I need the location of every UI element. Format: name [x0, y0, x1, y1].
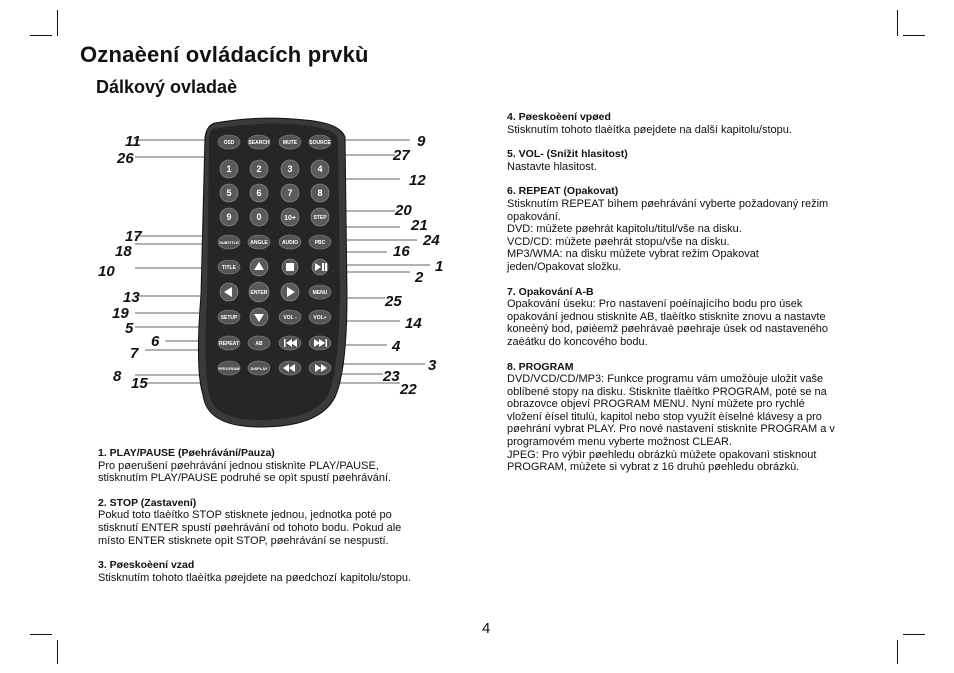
- step-label: STEP: [313, 215, 327, 221]
- callout-17: 17: [125, 228, 142, 245]
- section-line: DVD: mùžete pøehrát kapitolu/titul/vše na disku.: [507, 223, 742, 236]
- callout-22: 22: [400, 381, 417, 398]
- callout-13: 13: [123, 289, 140, 306]
- number-6-label: 6: [256, 188, 262, 198]
- ab-label: AB: [255, 341, 263, 347]
- section-line: stisknutím PLAY/PAUSE podruhé se opìt spustí pøehrávání.: [98, 472, 392, 485]
- number-0-label: 0: [256, 212, 262, 222]
- callout-20: 20: [395, 202, 412, 219]
- section-title: 2. STOP (Zastavení): [98, 496, 197, 509]
- display-label: DISPLAY: [250, 366, 268, 371]
- crop-mark: [897, 640, 898, 664]
- right-text-column: [507, 111, 835, 486]
- section-skip-back: [98, 559, 411, 584]
- section-line: Pro pøerušení pøehrávání jednou stisknìte PLAY/PAUSE,: [98, 459, 379, 472]
- section-line: opakování jednou stisknìte AB, tlaèítko stisknìte znovu a nastavte: [507, 310, 826, 323]
- section-line: koneèný bod, pøièemž pøehrávaè pøehraje úsek od nastaveného: [507, 323, 829, 336]
- menu-label: MENU: [312, 290, 328, 296]
- callout-12: 12: [409, 172, 426, 189]
- section-line: stisknutí ENTER spustí pøehrávání od tohoto bodu. Pokud ale: [98, 521, 402, 534]
- callout-4: 4: [392, 338, 401, 355]
- section-title: 5. VOL- (Snížit hlasitost): [507, 148, 628, 161]
- left-text-column: [98, 447, 411, 596]
- crop-mark: [57, 10, 58, 36]
- section-line: DVD/VCD/CD/MP3: Funkce programu vám umožòuje uložit vaše: [507, 373, 824, 386]
- program-label: PROGRAM: [218, 366, 240, 371]
- vol-plus-label: VOL+: [313, 315, 327, 321]
- source-label: SOURCE: [309, 140, 331, 146]
- enter-label: ENTER: [250, 290, 268, 296]
- crop-mark: [57, 640, 58, 664]
- section-program: [507, 361, 835, 474]
- number-4-label: 4: [317, 164, 323, 174]
- number-10plus-label: 10+: [284, 215, 296, 222]
- crop-mark: [30, 634, 52, 635]
- callout-6: 6: [151, 333, 160, 350]
- number-3-label: 3: [287, 164, 293, 174]
- section-line: Opakování úseku: Pro nastavení poèínajícího bodu pro úsek: [507, 298, 803, 311]
- section-line: pøehrání vybrat PLAY. Pro nové nastavení stisknìte PROGRAM a v: [507, 423, 835, 436]
- pbc-label: PBC: [314, 240, 326, 246]
- section-title: 3. Pøeskoèení vzad: [98, 559, 195, 572]
- callout-10: 10: [98, 263, 115, 280]
- number-2-label: 2: [256, 164, 262, 174]
- section-line: opakování.: [507, 210, 561, 223]
- callout-7: 7: [130, 345, 139, 362]
- section-title: 6. REPEAT (Opakovat): [507, 185, 619, 198]
- section-line: Stisknutím tohoto tlaèítka pøejdete na pøedchozí kapitolu/stopu.: [98, 571, 412, 584]
- section-repeat: [507, 185, 835, 273]
- number-5-label: 5: [226, 188, 232, 198]
- section-ab-repeat: [507, 286, 835, 349]
- section-line: programovém menu vyberte možnost CLEAR.: [507, 436, 732, 449]
- section-play-pause: [98, 447, 411, 485]
- callout-2: 2: [415, 269, 424, 286]
- callout-21: 21: [411, 217, 428, 234]
- callout-18: 18: [115, 243, 132, 260]
- section-line: jeden/Opakovat složku.: [507, 260, 622, 273]
- section-title: 1. PLAY/PAUSE (Pøehrávání/Pauza): [98, 447, 275, 459]
- callout-3: 3: [428, 357, 437, 374]
- section-title: 7. Opakování A-B: [507, 285, 594, 298]
- section-line: JPEG: Pro výbìr pøehledu obrázkù mùžete opakovanì stisknout: [507, 448, 817, 461]
- number-1-label: 1: [226, 164, 232, 174]
- number-8-label: 8: [317, 188, 323, 198]
- subtitle-label: SUBTITLE: [219, 240, 239, 245]
- search-label: SEARCH: [248, 140, 270, 146]
- callout-5: 5: [125, 320, 134, 337]
- section-line: Pokud toto tlaèítko STOP stisknete jednou, jednotka poté po: [98, 509, 392, 522]
- mute-label: MUTE: [282, 140, 298, 146]
- section-line: zaèátku do koncového bodu.: [507, 335, 648, 348]
- number-7-label: 7: [287, 188, 293, 198]
- callout-14: 14: [405, 315, 422, 332]
- stop-icon: [286, 263, 294, 271]
- crop-mark: [30, 35, 52, 36]
- callout-25: 25: [385, 293, 402, 310]
- remote-control-illustration: [95, 115, 455, 445]
- callout-1: 1: [435, 258, 444, 275]
- callout-23: 23: [383, 368, 400, 385]
- callout-9: 9: [417, 133, 426, 150]
- section-vol-minus: [507, 148, 835, 173]
- section-title: 8. PROGRAM: [507, 360, 574, 373]
- section-skip-forward: [507, 111, 835, 136]
- crop-mark: [903, 35, 925, 36]
- repeat-label: REPEAT: [219, 341, 239, 347]
- section-line: Nastavte hlasitost.: [507, 160, 597, 173]
- section-line: Stisknutím REPEAT bìhem pøehrávání vyberte požadovaný režim: [507, 197, 829, 210]
- callout-24: 24: [423, 232, 440, 249]
- section-stop: [98, 497, 411, 547]
- callout-26: 26: [117, 150, 134, 167]
- callout-27: 27: [393, 147, 410, 164]
- setup-label: SETUP: [220, 315, 238, 321]
- callout-15: 15: [131, 375, 148, 392]
- osd-label: OSD: [223, 140, 235, 146]
- audio-label: AUDIO: [281, 240, 299, 246]
- callout-16: 16: [393, 243, 410, 260]
- callout-8: 8: [113, 368, 122, 385]
- section-line: Stisknutím tohoto tlaèítka pøejdete na další kapitolu/stopu.: [507, 123, 792, 136]
- crop-mark: [897, 10, 898, 36]
- section-line: vložení èísel titulù, kapitol nebo stop využít èíselné klávesy a pro: [507, 410, 822, 423]
- section-line: VCD/CD: mùžete pøehrát stopu/vše na disku.: [507, 235, 730, 248]
- angle-label: ANGLE: [250, 240, 268, 246]
- callout-11: 11: [125, 133, 141, 150]
- section-line: MP3/WMA: na disku mùžete vybrat režim Opakovat: [507, 248, 759, 261]
- crop-mark: [903, 634, 925, 635]
- vol-minus-label: VOL -: [283, 315, 297, 321]
- section-title: 4. Pøeskoèení vpøed: [507, 111, 611, 123]
- number-9-label: 9: [226, 212, 232, 222]
- section-line: PROGRAM, mùžete si vybrat z 16 druhù pøehledu obrázkù.: [507, 461, 800, 474]
- title-label: TITLE: [222, 265, 236, 271]
- section-line: oblíbené stopy na disku. Stisknìte tlaèítko PROGRAM, poté se na: [507, 385, 827, 398]
- callout-19: 19: [112, 305, 129, 322]
- page-title: Oznaèení ovládacích prvkù: [80, 42, 369, 67]
- page-subtitle: Dálkový ovladaè: [96, 77, 238, 97]
- page-number: 4: [482, 620, 491, 637]
- section-line: místo ENTER stisknete opìt STOP, pøehrávání se nespustí.: [98, 534, 389, 547]
- section-line: obrazovce objeví PROGRAM MENU. Nyní mùžete pro rychlé: [507, 398, 805, 411]
